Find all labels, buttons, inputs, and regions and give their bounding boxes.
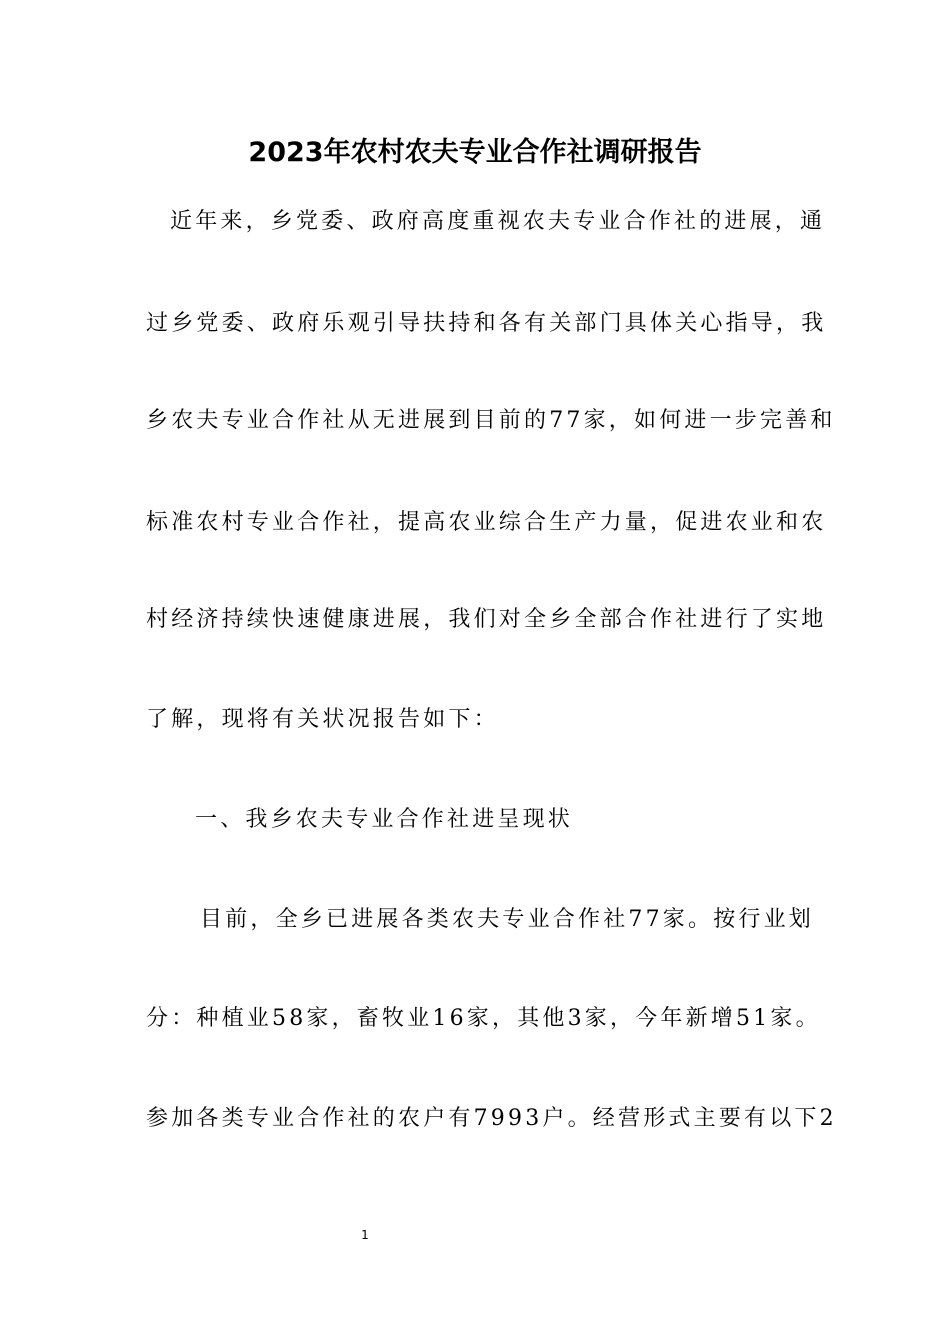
paragraph-line-4: 标准农村专业合作社，提高农业综合生产力量，促进农业和农 bbox=[146, 510, 827, 535]
paragraph-line-1: 近年来，乡党委、政府高度重视农夫专业合作社的进展，通 bbox=[170, 209, 826, 234]
paragraph-line-3: 乡农夫专业合作社从无进展到目前的77家，如何进一步完善和 bbox=[146, 408, 836, 433]
paragraph-line-5: 村经济持续快速健康进展，我们对全乡全部合作社进行了实地 bbox=[146, 607, 827, 632]
paragraph-line-6: 了解，现将有关状况报告如下： bbox=[146, 707, 499, 732]
document-title: 2023年农村农夫专业合作社调研报告 bbox=[248, 137, 702, 168]
section-heading: 一、我乡农夫专业合作社进呈现状 bbox=[195, 807, 574, 832]
paragraph-line-7: 目前，全乡已进展各类农夫专业合作社77家。按行业划 bbox=[200, 907, 814, 932]
page-number: 1 bbox=[361, 1228, 369, 1242]
paragraph-line-9: 参加各类专业合作社的农户有7993户。经营形式主要有以下2 bbox=[146, 1106, 837, 1131]
paragraph-line-8: 分：种植业58家，畜牧业16家，其他3家，今年新增51家。 bbox=[146, 1006, 821, 1031]
paragraph-line-2: 过乡党委、政府乐观引导扶持和各有关部门具体关心指导，我 bbox=[146, 311, 827, 336]
